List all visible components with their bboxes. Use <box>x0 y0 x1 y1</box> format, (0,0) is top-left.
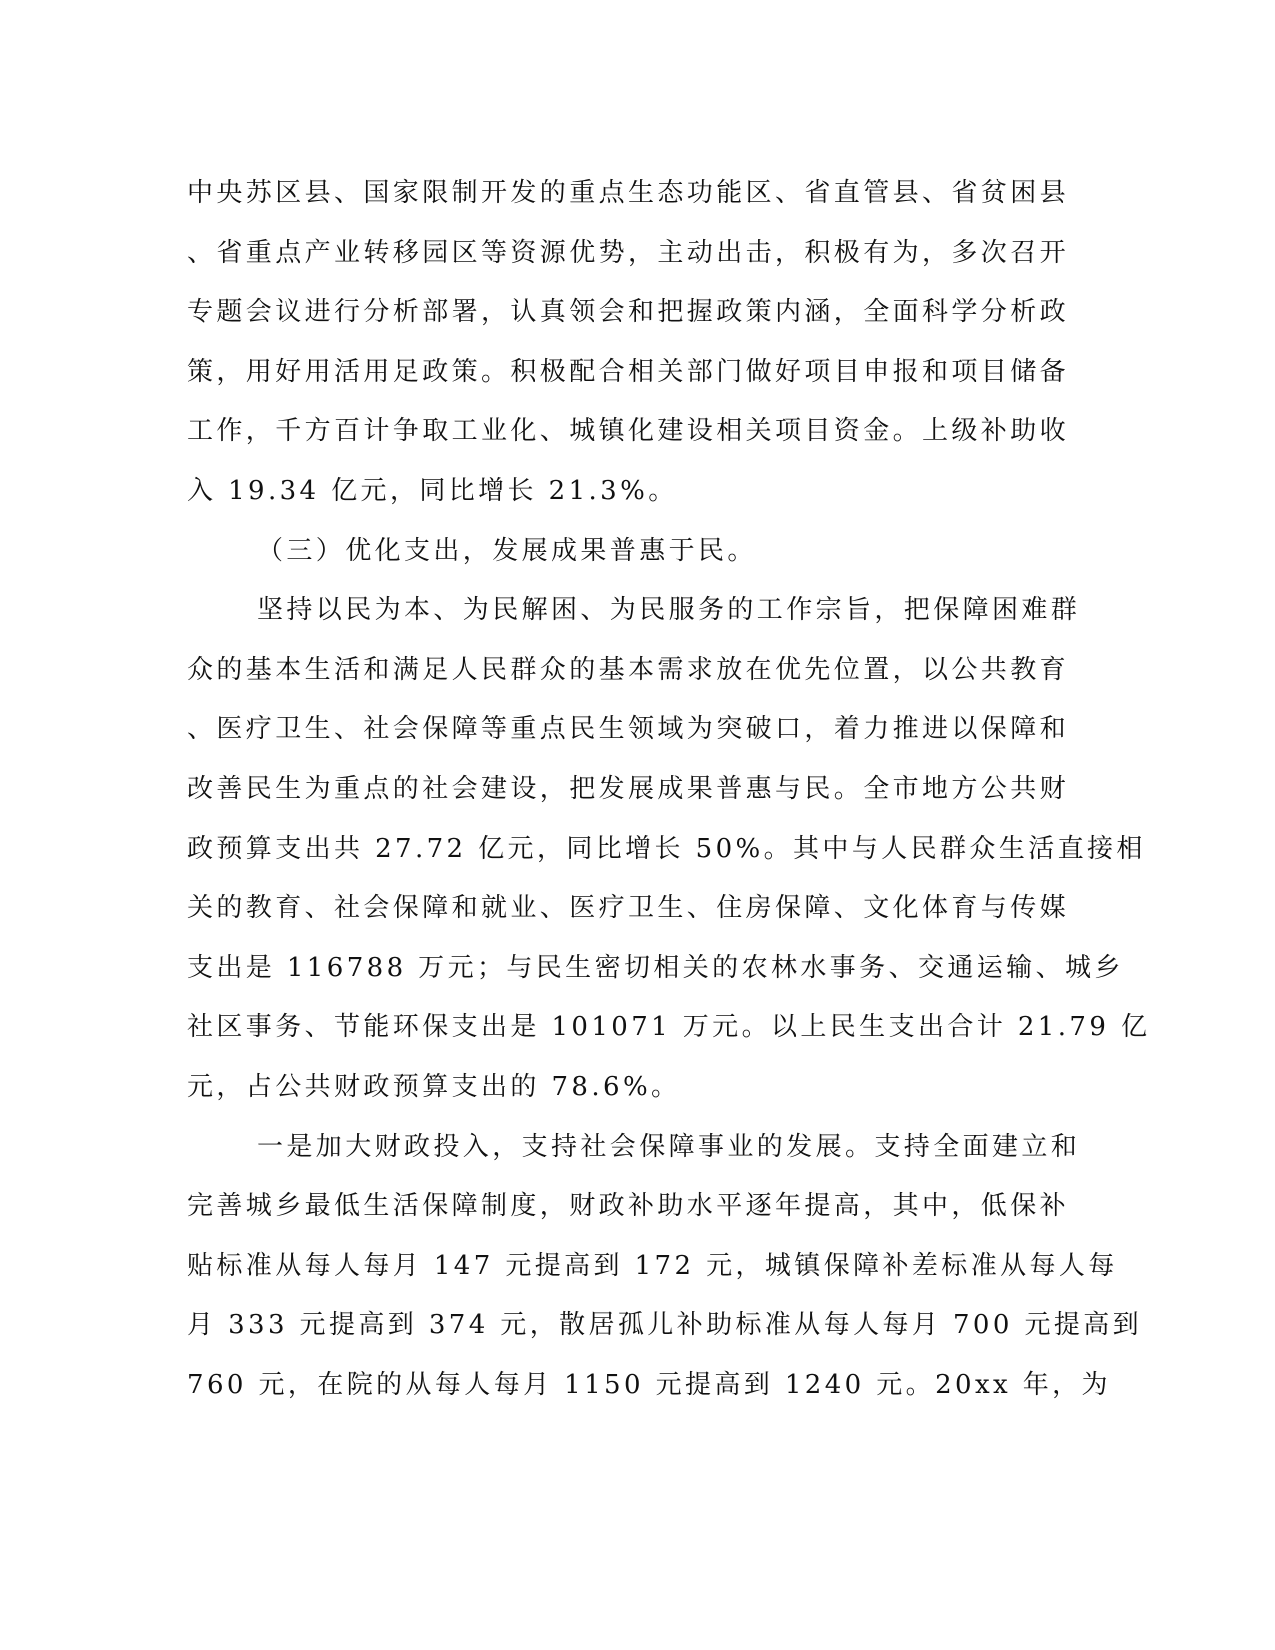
text-line: 坚持以民为本、为民解困、为民服务的工作宗旨，把保障困难群 <box>257 595 1081 626</box>
text-line: 众的基本生活和满足人民群众的基本需求放在优先位置，以公共教育 <box>187 654 1070 685</box>
text-line: 完善城乡最低生活保障制度，财政补助水平逐年提高，其中，低保补 <box>187 1191 1070 1222</box>
text-line: 元，占公共财政预算支出的 78.6%。 <box>187 1071 681 1102</box>
text-line: 支出是 116788 万元；与民生密切相关的农林水事务、交通运输、城乡 <box>187 952 1124 983</box>
text-line: 专题会议进行分析部署，认真领会和把握政策内涵，全面科学分析政 <box>187 297 1070 328</box>
text-line: 贴标准从每人每月 147 元提高到 172 元，城镇保障补差标准从每人每 <box>187 1250 1118 1281</box>
text-line: 政预算支出共 27.72 亿元，同比增长 50%。其中与人民群众生活直接相 <box>187 833 1146 864</box>
text-line: 策，用好用活用足政策。积极配合相关部门做好项目申报和项目储备 <box>187 356 1070 387</box>
text-line: 、省重点产业转移园区等资源优势，主动出击，积极有为，多次召开 <box>187 237 1070 268</box>
text-line: （三）优化支出，发展成果普惠于民。 <box>257 535 757 566</box>
text-line: 入 19.34 亿元，同比增长 21.3%。 <box>187 475 678 506</box>
text-line: 社区事务、节能环保支出是 101071 万元。以上民生支出合计 21.79 亿 <box>187 1012 1151 1043</box>
text-line: 关的教育、社会保障和就业、医疗卫生、住房保障、文化体育与传媒 <box>187 893 1070 924</box>
text-line: 、医疗卫生、社会保障等重点民生领域为突破口，着力推进以保障和 <box>187 714 1070 745</box>
text-line: 改善民生为重点的社会建设，把发展成果普惠与民。全市地方公共财 <box>187 773 1070 804</box>
text-line: 中央苏区县、国家限制开发的重点生态功能区、省直管县、省贫困县 <box>187 178 1070 208</box>
body-text <box>187 164 1151 1415</box>
text-line: 月 333 元提高到 374 元，散居孤儿补助标准从每人每月 700 元提高到 <box>187 1310 1143 1341</box>
text-line: 工作，千方百计争取工业化、城镇化建设相关项目资金。上级补助收 <box>187 416 1070 447</box>
text-line: 一是加大财政投入，支持社会保障事业的发展。支持全面建立和 <box>257 1131 1081 1162</box>
text-line: 760 元，在院的从每人每月 1150 元提高到 1240 元。20xx 年，为 <box>187 1369 1111 1400</box>
